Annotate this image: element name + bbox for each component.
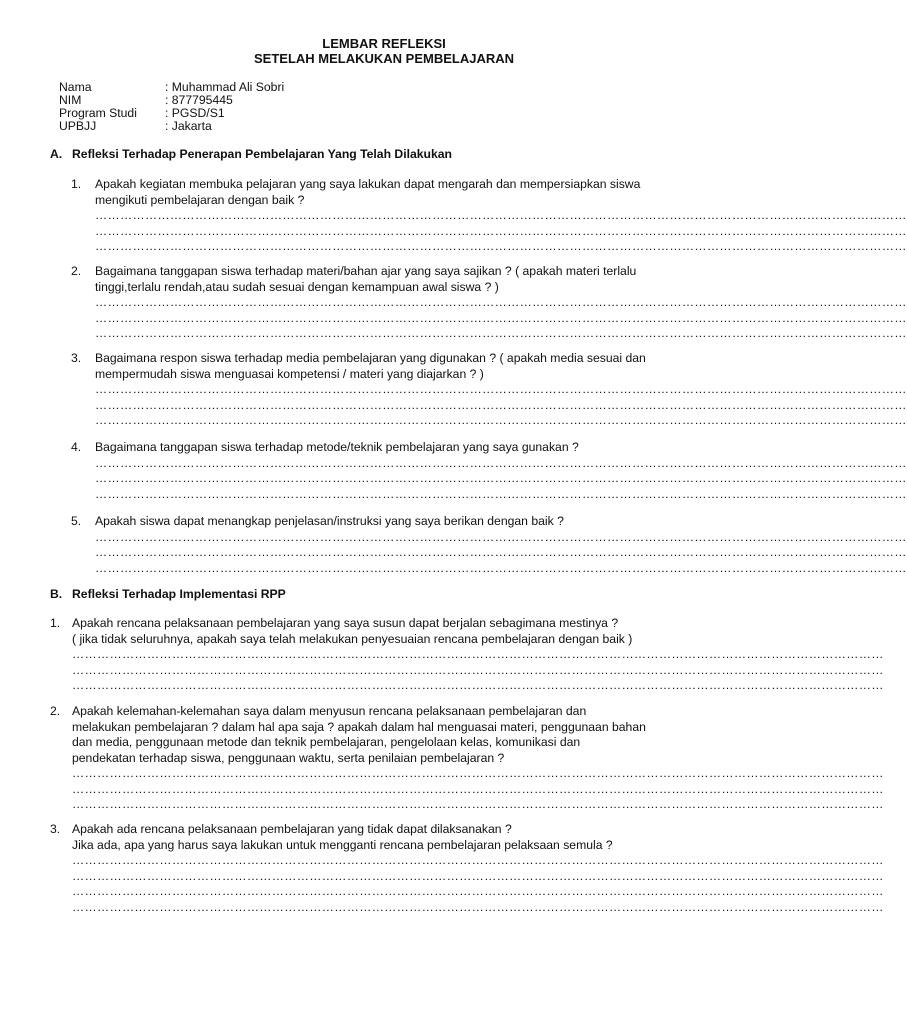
answer-line[interactable]: …………………………………………………………………………………………………………………………………………………………………………… bbox=[72, 899, 884, 914]
question-number: 3. bbox=[71, 351, 82, 365]
identity-value: : Muhammad Ali Sobri bbox=[165, 80, 285, 94]
answer-line[interactable]: …………………………………………………………………………………………………………………………………………………………………………… bbox=[95, 455, 907, 470]
question-number: 5. bbox=[71, 514, 82, 528]
question-text: melakukan pembelajaran ? dalam hal apa saja ? apakah dalam hal menguasai materi, penggunaan bahan bbox=[72, 719, 646, 734]
answer-line[interactable]: …………………………………………………………………………………………………………………………………………………………………………… bbox=[95, 208, 907, 222]
answer-line[interactable]: …………………………………………………………………………………………………………………………………………………………………………… bbox=[72, 868, 884, 883]
identity-block bbox=[59, 81, 284, 133]
document-title: LEMBAR REFLEKSI bbox=[322, 36, 446, 51]
identity-label: Nama bbox=[59, 80, 92, 94]
question-text: mengikuti pembelajaran dengan baik ? bbox=[95, 192, 305, 207]
answer-line[interactable]: …………………………………………………………………………………………………………………………………………………………………………… bbox=[95, 382, 907, 396]
identity-label: Program Studi bbox=[59, 106, 137, 120]
section-a-heading bbox=[50, 147, 452, 161]
answer-line[interactable]: …………………………………………………………………………………………………………………………………………………………………………… bbox=[72, 884, 884, 898]
answer-line[interactable]: …………………………………………………………………………………………………………………………………………………………………………… bbox=[72, 662, 884, 677]
question-text: Bagaimana tanggapan siswa terhadap metode/teknik pembelajaran yang saya gunakan ? bbox=[95, 440, 579, 454]
answer-line[interactable]: …………………………………………………………………………………………………………………………………………………………………………… bbox=[72, 853, 884, 867]
question-number: 2. bbox=[71, 264, 82, 278]
question-number: 4. bbox=[71, 440, 82, 454]
answer-line[interactable]: …………………………………………………………………………………………………………………………………………………………………………… bbox=[95, 397, 907, 412]
section-letter: A. bbox=[50, 147, 63, 161]
question-number: 1. bbox=[71, 177, 82, 191]
answer-line[interactable]: …………………………………………………………………………………………………………………………………………………………………………… bbox=[72, 781, 884, 796]
answer-line[interactable]: …………………………………………………………………………………………………………………………………………………………………………… bbox=[95, 223, 907, 238]
answer-line[interactable]: …………………………………………………………………………………………………………………………………………………………………………… bbox=[72, 766, 884, 780]
identity-label: UPBJJ bbox=[59, 119, 97, 133]
answer-line[interactable]: …………………………………………………………………………………………………………………………………………………………………………… bbox=[95, 413, 907, 427]
question-text: ( jika tidak seluruhnya, apakah saya telah melakukan penyesuaian rencana pembelajaran dengan baik ) bbox=[72, 631, 633, 646]
question-text: Apakah siswa dapat menangkap penjelasan/instruksi yang saya berikan dengan baik ? bbox=[95, 514, 564, 528]
answer-line[interactable]: …………………………………………………………………………………………………………………………………………………………………………… bbox=[95, 310, 907, 325]
answer-line[interactable]: …………………………………………………………………………………………………………………………………………………………………………… bbox=[95, 295, 907, 309]
section-title: Refleksi Terhadap Implementasi RPP bbox=[72, 587, 286, 601]
question-text: Apakah kegiatan membuka pelajaran yang saya lakukan dapat mengarah dan mempersiapkan siswa bbox=[95, 177, 641, 191]
answer-line[interactable]: …………………………………………………………………………………………………………………………………………………………………………… bbox=[95, 529, 907, 544]
answer-line[interactable]: …………………………………………………………………………………………………………………………………………………………………………… bbox=[95, 326, 907, 340]
answer-line[interactable]: …………………………………………………………………………………………………………………………………………………………………………… bbox=[95, 471, 907, 485]
question-number: 3. bbox=[50, 822, 61, 836]
question-text: Bagaimana respon siswa terhadap media pembelajaran yang digunakan ? ( apakah media sesuai dan bbox=[95, 351, 646, 365]
section-title: Refleksi Terhadap Penerapan Pembelajaran Yang Telah Dilakukan bbox=[72, 147, 452, 161]
question-text: dan media, penggunaan metode dan teknik pembelajaran, pengelolaan kelas, komunikasi dan bbox=[72, 735, 581, 749]
answer-line[interactable]: …………………………………………………………………………………………………………………………………………………………………………… bbox=[95, 560, 907, 575]
document-subtitle: SETELAH MELAKUKAN PEMBELAJARAN bbox=[253, 51, 514, 66]
question-text: Apakah ada rencana pelaksanaan pembelajaran yang tidak dapat dilaksanakan ? bbox=[72, 822, 512, 836]
question-text: mempermudah siswa menguasai kompetensi / materi yang diajarkan ? ) bbox=[95, 366, 484, 381]
answer-line[interactable]: …………………………………………………………………………………………………………………………………………………………………………… bbox=[95, 486, 907, 501]
answer-line[interactable]: …………………………………………………………………………………………………………………………………………………………………………… bbox=[95, 239, 907, 253]
identity-value: : Jakarta bbox=[165, 119, 212, 133]
question-text: Apakah kelemahan-kelemahan saya dalam menyusun rencana pelaksanaan pembelajaran dan bbox=[72, 704, 587, 718]
identity-row-upbjj bbox=[59, 120, 284, 133]
question-text: pendekatan terhadap siswa, penggunaan waktu, serta penilaian pembelajaran ? bbox=[72, 750, 505, 765]
identity-value: : PGSD/S1 bbox=[165, 106, 225, 120]
question-text: Apakah rencana pelaksanaan pembelajaran yang saya susun dapat berjalan sebagimana mestinya ? bbox=[72, 616, 619, 630]
question-text: Bagaimana tanggapan siswa terhadap materi/bahan ajar yang saya sajikan ? ( apakah materi terlalu bbox=[95, 264, 637, 278]
section-b-heading bbox=[50, 587, 286, 601]
identity-value: : 877795445 bbox=[165, 93, 233, 107]
answer-line[interactable]: …………………………………………………………………………………………………………………………………………………………………………… bbox=[72, 647, 884, 661]
question-text: tinggi,terlalu rendah,atau sudah sesuai dengan kemampuan awal siswa ? ) bbox=[95, 279, 499, 294]
answer-line[interactable]: …………………………………………………………………………………………………………………………………………………………………………… bbox=[72, 678, 884, 692]
answer-line[interactable]: …………………………………………………………………………………………………………………………………………………………………………… bbox=[72, 797, 884, 811]
section-letter: B. bbox=[50, 587, 63, 601]
question-text: Jika ada, apa yang harus saya lakukan untuk mengganti rencana pembelajaran pelaksaan semula ? bbox=[72, 837, 613, 852]
identity-label: NIM bbox=[59, 93, 82, 107]
question-number: 2. bbox=[50, 704, 61, 718]
question-number: 1. bbox=[50, 616, 61, 630]
answer-line[interactable]: …………………………………………………………………………………………………………………………………………………………………………… bbox=[95, 545, 907, 559]
